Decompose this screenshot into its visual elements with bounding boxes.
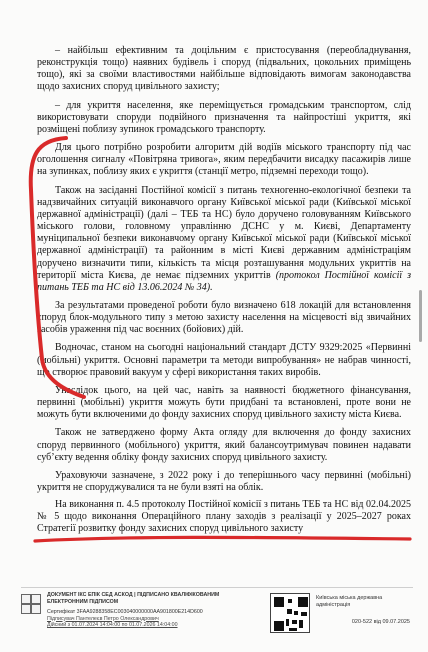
document-paragraph: – для укриття населення, яке переміщується громадським транспортом, слід використовувати споруди подвійного призначення та найпростіші укриття, які розміщені поблизу зупинок громадського транспорту. — [37, 99, 411, 135]
document-paragraph: Унаслідок цього, на цей час, навіть за наявності бюджетного фінансування, первинні (мобільні) укриття можуть бути придбані та встановлені, проте вони не можуть бути включеними до фонду захисних споруд цивільного захисту міста Києва. — [37, 384, 411, 421]
document-paragraph-with-protocol — [37, 185, 411, 294]
digital-signature-stamp-icon — [21, 594, 41, 614]
document-paragraph: – найбільш ефективним та доцільним є пристосування (переобладнування, реконструкція тощо) наявних будівель і споруд (підвальних, цокольних приміщень тощо), які за своїми властивостями найбільше відповідають вимогам законодавства щодо захисних споруд цивільного захисту; — [37, 45, 411, 93]
document-paragraph-text: Також на засіданні Постійної комісії з питань техногенно-екологічної безпеки та надзвичайних ситуацій виконавчого органу Київської міської ради (Київської міської державної адміністрації) (далі – ТЕБ та НС) було доручено головуванням Київського міського голови, головному управлінню ДСНС у м. Києві, Департаменту муніципальної безпеки виконавчому органу Київської міської ради (Київської міської державної адміністрації) та районним в місті Києві державним адміністраціям доручено визначити типи, кількість та місця розташування модульних укриттів на території міста Києва, де немає підземних укриттів — [37, 184, 411, 281]
signature-footer — [0, 583, 428, 652]
signature-block — [47, 592, 252, 629]
signature-validity[interactable]: Дійсний з 01.07.2024 14:04:00 по 01.07.2026 14:04:00 — [47, 622, 178, 628]
signature-signer[interactable]: Підписувач Пантелеєв Петро Олександрович — [47, 615, 159, 622]
document-number: 020-522 від 09.07.2025 — [351, 619, 410, 625]
scrollbar[interactable] — [419, 290, 422, 342]
document-paragraph: Водночас, станом на сьогодні національний стандарт ДСТУ 9329:2025 «Первинні (мобільні) укриття. Основні параметри та методи випробування» не набрав чинності, що створює правовий вакуум у сфері використання таких виробів. — [37, 342, 411, 378]
document-paragraph: За результатами проведеної роботи було визначено 618 локацій для встановлення споруд блок-модульного типу з метою захисту населення на місцевості від звичайних засобів ураження під час воєнних (бойових) дій. — [37, 299, 411, 336]
signature-certificate: Сертифікат 3FAA9288358EC003040000000AA901800E214D600 — [47, 609, 203, 615]
document-paragraph: Для цього потрібно розробити алгоритм дій водіїв міського транспорту під час оголошення сигналу «Повітряна тривога», яким передбачити висадку пасажирів лише на зупинках, поблизу яких є укриття (станції метро, підземні переходи тощо). — [37, 142, 411, 178]
footer-divider — [21, 587, 413, 588]
qr-code[interactable] — [270, 593, 310, 633]
document-body — [37, 45, 411, 542]
organization-label: Київська міська державна адміністрація — [316, 595, 383, 608]
document-paragraph: На виконання п. 4.5 протоколу Постійної комісії з питань ТЕБ та НС від 02.04.2025 № 5 щодо виконання Операційного плану заходів з реалізації у 2025–2027 роках Стратегії розвитку фонду захисних споруд цивільного захисту — [37, 499, 411, 535]
document-paragraph-highlighted: Ураховуючи зазначене, з 2022 року і до теперішнього часу первинні (мобільні) укриття не споруджувалися та не були взяті на облік. — [37, 469, 411, 493]
protocol-note: (протокол Постійної комісії з питань ТЕБ та НС від 13.06.2024 № 34). — [37, 269, 412, 293]
document-paragraph: Також не затверджено форму Акта огляду для включення до фонду захисних споруд первинного (мобільного) укриття, який балансоутримувач повинен надавати суб’єкту ведення обліку фонду захисних споруд цивільного захисту. — [37, 427, 411, 463]
signature-title: ДОКУМЕНТ ІКС ЕПІК СЕД АСКОД | ПІДПИСАНО КВАЛІФІКОВАНИМ ЕЛЕКТРОННИМ ПІДПИСОМ — [47, 592, 220, 605]
